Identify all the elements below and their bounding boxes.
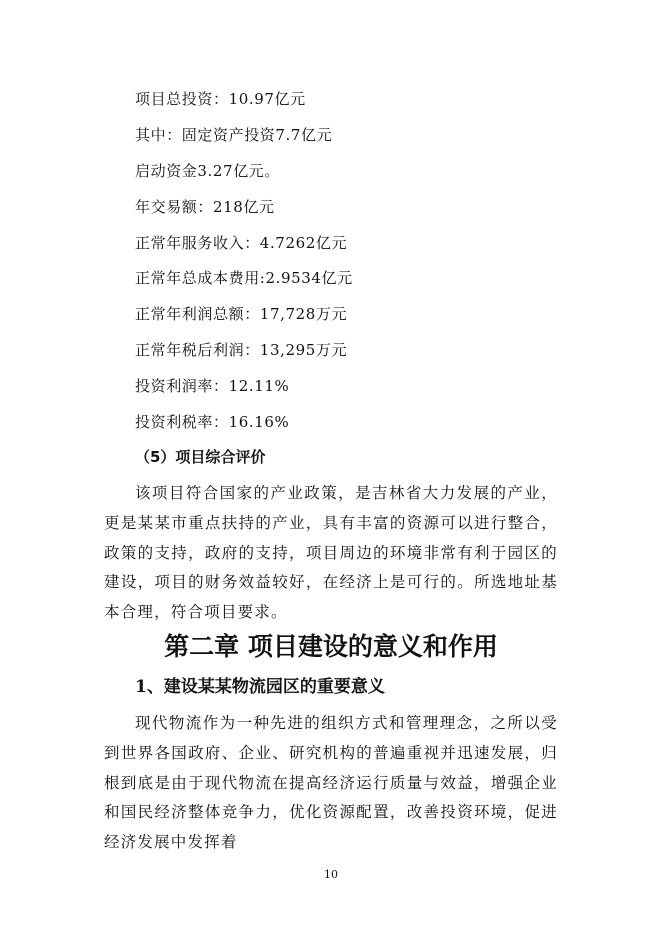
chapter-title: 第二章 项目建设的意义和作用 <box>164 632 498 661</box>
metric-total-profit: 正常年利润总额：17,728万元 <box>135 305 348 323</box>
metric-profit-tax-rate: 投资利税率：16.16% <box>135 413 290 431</box>
metric-annual-transaction: 年交易额：218亿元 <box>135 198 275 216</box>
section-heading: 1、建设某某物流园区的重要意义 <box>135 677 385 697</box>
metric-after-tax-profit: 正常年税后利润：13,295万元 <box>135 341 348 359</box>
metric-fixed-asset-investment: 其中：固定资产投资7.7亿元 <box>135 126 333 144</box>
metric-profit-rate: 投资利润率：12.11% <box>135 377 290 395</box>
evaluation-paragraph: 该项目符合国家的产业政策，是吉林省大力发展的产业，更是某某市重点扶持的产业，具有丰富的资源可以进行整合，政策的支持，政府的支持，项目周边的环境非常有利于园区的建设，项目的财务效益较好，在经济上是可行的。所选地址基本合理，符合项目要求。 <box>104 484 558 622</box>
evaluation-heading: （5）项目综合评价 <box>135 448 266 466</box>
metric-total-cost: 正常年总成本费用:2.9534亿元 <box>135 269 353 287</box>
metric-total-investment: 项目总投资：10.97亿元 <box>135 90 306 108</box>
metric-service-income: 正常年服务收入：4.7262亿元 <box>135 234 348 252</box>
page-number: 10 <box>324 868 338 881</box>
section-paragraph: 现代物流作为一种先进的组织方式和管理理念，之所以受到世界各国政府、企业、研究机构的普遍重视并迅速发展，归根到底是由于现代物流在提高经济运行质量与效益，增强企业和国民经济整体竞争力，优化资源配置，改善投资环境，促进经济发展中发挥着 <box>104 714 558 852</box>
metric-startup-capital: 启动资金3.27亿元。 <box>135 162 280 180</box>
